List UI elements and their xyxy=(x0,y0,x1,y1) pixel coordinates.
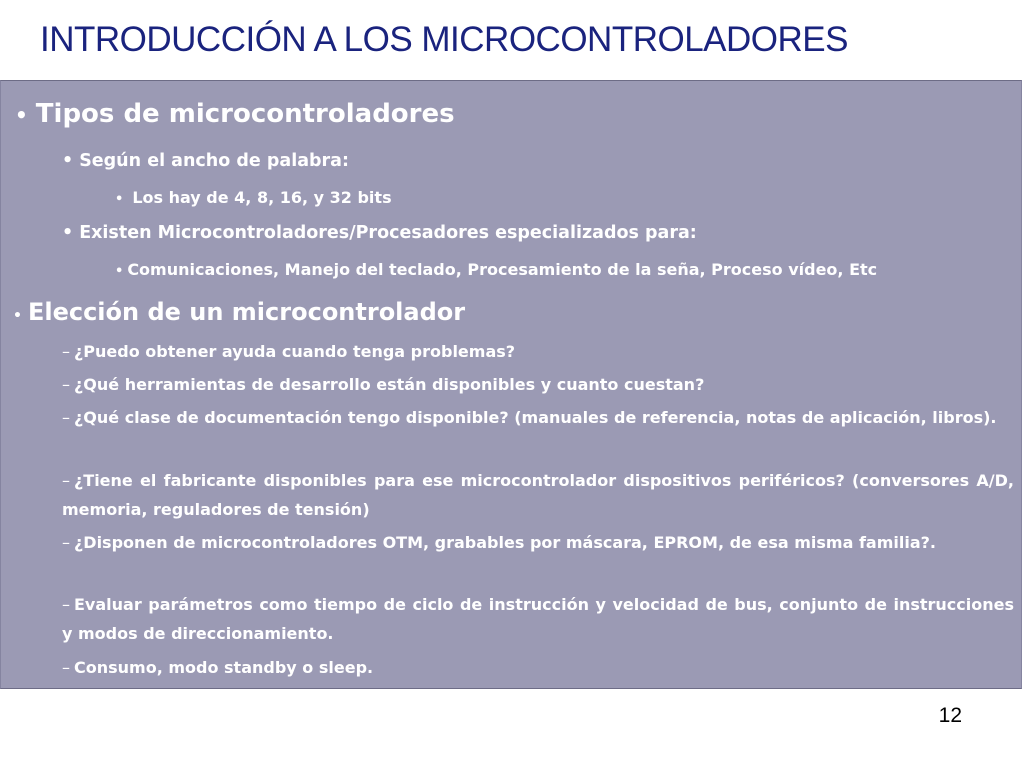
subheading-especializados xyxy=(62,223,697,243)
list-item-text: ¿Qué herramientas de desarrollo están disponibles y cuanto cuestan? xyxy=(74,375,705,394)
list-item-text: Evaluar parámetros como tiempo de ciclo de instrucción y velocidad de bus, conjunto de instrucciones y modos de direccionamiento. xyxy=(62,595,1014,643)
dash-icon: – xyxy=(62,408,70,427)
list-item-perifericos xyxy=(62,466,1014,524)
bullet-icon: • xyxy=(15,103,28,127)
dash-icon: – xyxy=(62,375,70,394)
detail-text: Comunicaciones, Manejo del teclado, Procesamiento de la seña, Proceso vídeo, Etc xyxy=(127,260,878,279)
list-item-text: Consumo, modo standby o sleep. xyxy=(74,658,374,677)
dash-icon: – xyxy=(62,342,70,361)
bullet-icon: • xyxy=(62,151,74,171)
list-item-herramientas xyxy=(62,370,1014,399)
bullet-icon: • xyxy=(115,192,124,207)
subheading-text: Según el ancho de palabra: xyxy=(79,151,349,171)
detail-text: Los hay de 4, 8, 16, y 32 bits xyxy=(132,188,392,207)
list-item-familia xyxy=(62,528,1014,557)
list-item-ayuda xyxy=(62,337,1014,366)
section-heading-eleccion xyxy=(13,298,465,326)
subheading-text: Existen Microcontroladores/Procesadores especializados para: xyxy=(79,223,697,243)
list-item-text: ¿Tiene el fabricante disponibles para ese microcontrolador dispositivos periféricos? (conversores A/D, memoria, reguladores de tensión) xyxy=(62,471,1014,519)
content-panel xyxy=(0,80,1022,689)
list-item-text: ¿Puedo obtener ayuda cuando tenga problemas? xyxy=(74,342,516,361)
subheading-ancho-palabra xyxy=(62,151,349,171)
bullet-icon: • xyxy=(62,223,74,243)
dash-icon: – xyxy=(62,658,70,677)
section-heading-text: Elección de un microcontrolador xyxy=(27,298,466,326)
section-heading-text: Tipos de microcontroladores xyxy=(35,99,455,129)
dash-icon: – xyxy=(62,533,70,552)
list-item-text: ¿Disponen de microcontroladores OTM, grabables por máscara, EPROM, de esa misma familia?. xyxy=(74,533,936,552)
bullet-icon: • xyxy=(115,264,124,279)
section-heading-tipos xyxy=(15,99,455,129)
bullet-icon: • xyxy=(13,308,22,324)
slide-title: INTRODUCCIÓN A LOS MICROCONTROLADORES xyxy=(40,20,848,59)
list-item-parametros xyxy=(62,590,1014,648)
detail-bits xyxy=(115,188,392,207)
page-number: 12 xyxy=(938,704,962,727)
dash-icon: – xyxy=(62,595,70,614)
dash-icon: – xyxy=(62,471,70,490)
detail-aplicaciones xyxy=(115,260,877,279)
list-item-consumo xyxy=(62,653,1014,682)
list-item-documentacion xyxy=(62,403,1014,432)
list-item-text: ¿Qué clase de documentación tengo disponible? (manuales de referencia, notas de aplicación, libros). xyxy=(74,408,997,427)
